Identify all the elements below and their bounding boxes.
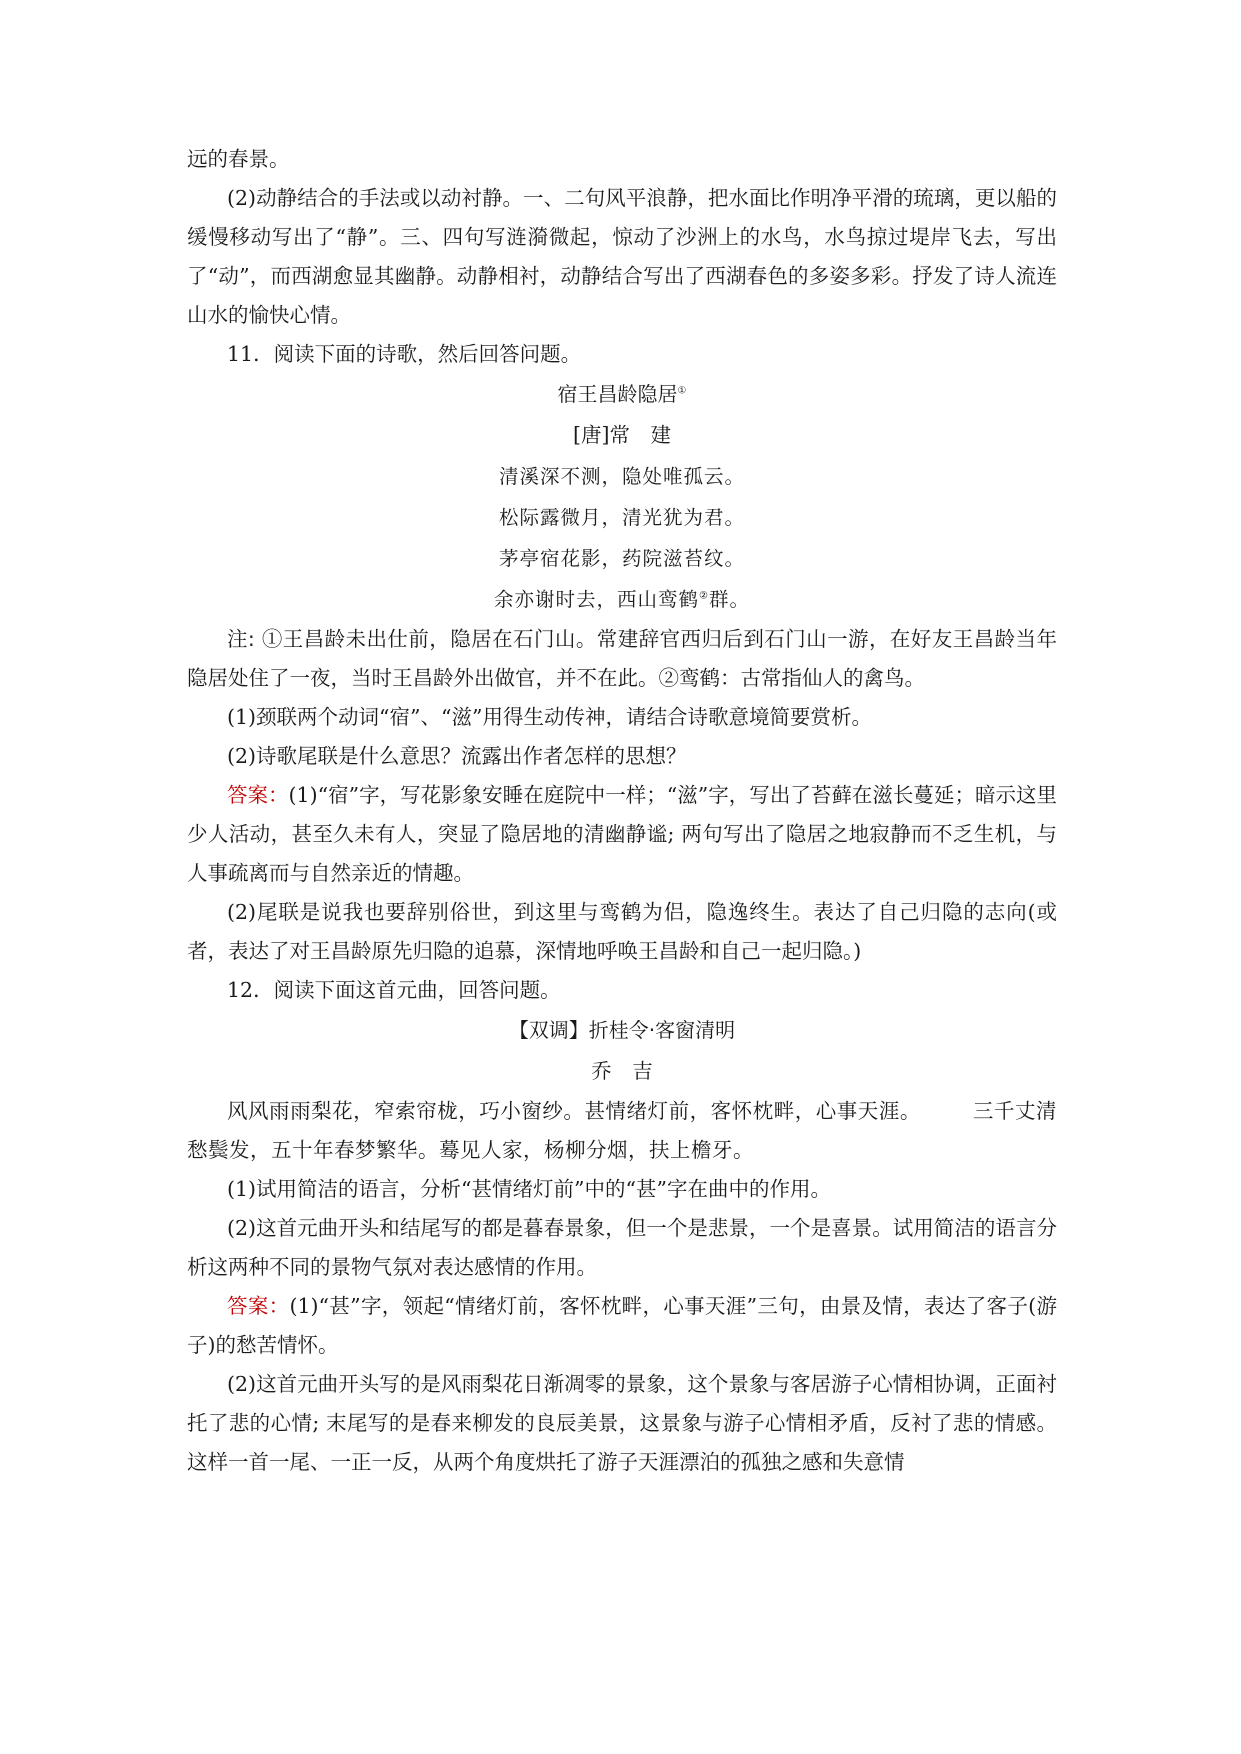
sub-question: (1)试用简洁的语言，分析“甚情绪灯前”中的“甚”字在曲中的作用。 xyxy=(227,1177,831,1201)
note: 注: ①王昌龄未出仕前，隐居在石门山。常建辞官西归后到石门山一游，在好友王昌龄当年隐居处住了一夜，当时王昌龄外出做官，并不在此。②鸾鹤：古常指仙人的禽鸟。 xyxy=(187,627,1057,690)
sub-question: (2)这首元曲开头和结尾写的都是暮春景象，但一个是悲景，一个是喜景。试用简洁的语言分析这两种不同的景物气氛对表达感情的作用。 xyxy=(187,1216,1057,1279)
answer-label: 答案： xyxy=(227,1294,290,1318)
answer: 答案：(1)“宿”字，写花影象安睡在庭院中一样；“滋”字，写出了苔藓在滋长蔓延；暗示这里少人活动，甚至久未有人，突显了隐居地的清幽静谧; 两句写出了隐居之地寂静而不乏生机，与人事疏离而与自然亲近的情趣。 xyxy=(187,783,1057,885)
question-number: 12．阅读下面这首元曲，回答问题。 xyxy=(227,978,561,1002)
poem-line: 松际露微月，清光犹为君。 xyxy=(498,506,745,529)
answer-label: 答案： xyxy=(227,783,289,807)
poem-author: [唐]常 建 xyxy=(573,423,671,447)
answer: 答案：(1)“甚”字，领起“情绪灯前，客怀枕畔，心事天涯”三句，由景及情，表达了客子(游子)的愁苦情怀。 xyxy=(187,1294,1057,1357)
paragraph: (2)动静结合的手法或以动衬静。一、二句风平浪静，把水面比作明净平滑的琉璃，更以船的缓慢移动写出了“静”。三、四句写涟漪微起，惊动了沙洲上的水鸟，水鸟掠过堤岸飞去，写出了“动”，而西湖愈显其幽静。动静相衬，动静结合写出了西湖春色的多姿多彩。抒发了诗人流连山水的愉快心情。 xyxy=(187,186,1057,327)
paragraph: 远的春景。 xyxy=(187,147,290,171)
answer: (2)尾联是说我也要辞别俗世，到这里与鸾鹤为侣，隐逸终生。表达了自己归隐的志向(或者，表达了对王昌龄原先归隐的追慕，深情地呼唤王昌龄和自己一起归隐。) xyxy=(187,900,1057,963)
sub-question: (1)颈联两个动词“宿”、“滋”用得生动传神，请结合诗歌意境简要赏析。 xyxy=(227,705,872,729)
poem-title: 宿王昌龄隐居① xyxy=(557,382,687,406)
poem-author: 乔 吉 xyxy=(591,1059,653,1083)
document-body xyxy=(187,140,1057,1482)
answer: (2)这首元曲开头写的是风雨梨花日渐凋零的景象，这个景象与客居游子心情相协调，正面衬托了悲的心情; 末尾写的是春来柳发的良辰美景，这景象与游子心情相矛盾，反衬了悲的情感。这样一首一尾、一正一反，从两个角度烘托了游子天涯漂泊的孤独之感和失意情 xyxy=(187,1372,1057,1474)
poem-line: 茅亭宿花影，药院滋苔纹。 xyxy=(498,547,745,570)
question-number: 11．阅读下面的诗歌，然后回答问题。 xyxy=(227,342,582,366)
poem-line: 清溪深不测，隐处唯孤云。 xyxy=(498,465,745,488)
poem-line: 余亦谢时去，西山鸾鹤②群。 xyxy=(494,588,750,611)
sub-question: (2)诗歌尾联是什么意思？流露出作者怎样的思想？ xyxy=(227,744,687,768)
poem-text: 风风雨雨梨花，窄索帘栊，巧小窗纱。甚情绪灯前，客怀枕畔，心事天涯。 三千丈清愁鬓发，五十年春梦繁华。蓦见人家，杨柳分烟，扶上檐牙。 xyxy=(187,1099,1057,1162)
poem-title: 【双调】折桂令·客窗清明 xyxy=(508,1018,736,1042)
